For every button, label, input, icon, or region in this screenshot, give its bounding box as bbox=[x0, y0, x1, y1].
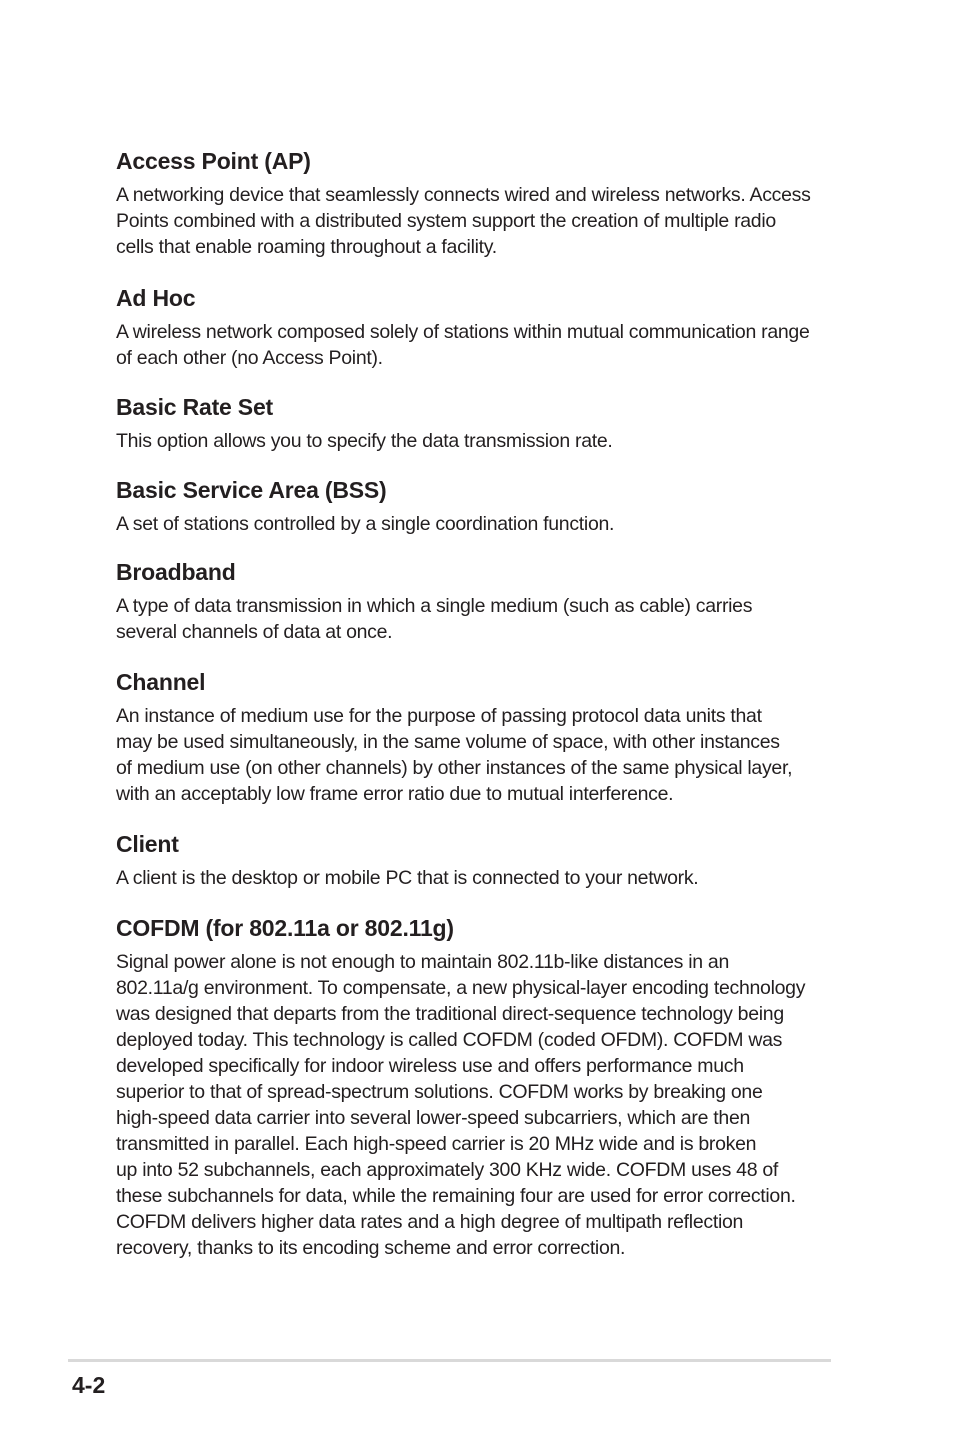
glossary-entry-basic-service-area bbox=[116, 475, 836, 537]
glossary-entry-broadband bbox=[116, 557, 836, 645]
term-heading: Basic Rate Set bbox=[116, 394, 273, 420]
glossary-entry-client bbox=[116, 829, 836, 891]
term-definition: A wireless network composed solely of stations within mutual communication range of each other (no Access Point). bbox=[116, 321, 810, 369]
term-definition: Signal power alone is not enough to maintain 802.11b-like distances in an 802.11a/g environment. To compensate, a new physical-layer encoding technology was designed that departs from the traditional direct-sequence technology being deployed today. This technology is called COFDM (coded OFDM). COFDM was developed specifically for indoor wireless use and offers performance much superior to that of spread-spectrum solutions. COFDM works by breaking one high-speed data carrier into several lower-speed subcarriers, which are then transmitted in parallel. Each high-speed carrier is 20 MHz wide and is broken up into 52 subchannels, each approximately 300 KHz wide. COFDM uses 48 of these subchannels for data, while the remaining four are used for error correction. COFDM delivers higher data rates and a high degree of multipath reflection recovery, thanks to its encoding scheme and error correction. bbox=[116, 951, 806, 1259]
glossary-entry-ad-hoc bbox=[116, 283, 836, 371]
term-heading: Broadband bbox=[116, 559, 236, 585]
footer-divider bbox=[68, 1359, 831, 1362]
glossary-entry-basic-rate-set bbox=[116, 392, 836, 454]
page-number: 4-2 bbox=[72, 1372, 106, 1398]
term-definition: A networking device that seamlessly connects wired and wireless networks. Access Points combined with a distributed system support the creation of multiple radio cells that enable roaming throughout a facility. bbox=[116, 184, 811, 258]
term-definition: A type of data transmission in which a single medium (such as cable) carries several channels of data at once. bbox=[116, 595, 753, 643]
term-heading: Ad Hoc bbox=[116, 285, 196, 311]
term-heading: Channel bbox=[116, 669, 206, 695]
term-definition: A client is the desktop or mobile PC that is connected to your network. bbox=[116, 867, 699, 889]
glossary-entry-access-point bbox=[116, 146, 836, 260]
term-heading: Basic Service Area (BSS) bbox=[116, 477, 387, 503]
glossary-entry-cofdm bbox=[116, 913, 836, 1261]
term-definition: A set of stations controlled by a single coordination function. bbox=[116, 513, 615, 535]
term-heading: Access Point (AP) bbox=[116, 148, 311, 174]
glossary-content bbox=[116, 146, 836, 1261]
term-definition: This option allows you to specify the data transmission rate. bbox=[116, 430, 613, 452]
term-heading: Client bbox=[116, 831, 179, 857]
glossary-entry-channel bbox=[116, 667, 836, 807]
term-definition: An instance of medium use for the purpose of passing protocol data units that may be used simultaneously, in the same volume of space, with other instances of medium use (on other channels) by other instances of the same physical layer, with an acceptably low frame error ratio due to mutual interference. bbox=[116, 705, 793, 805]
term-heading: COFDM (for 802.11a or 802.11g) bbox=[116, 915, 454, 941]
